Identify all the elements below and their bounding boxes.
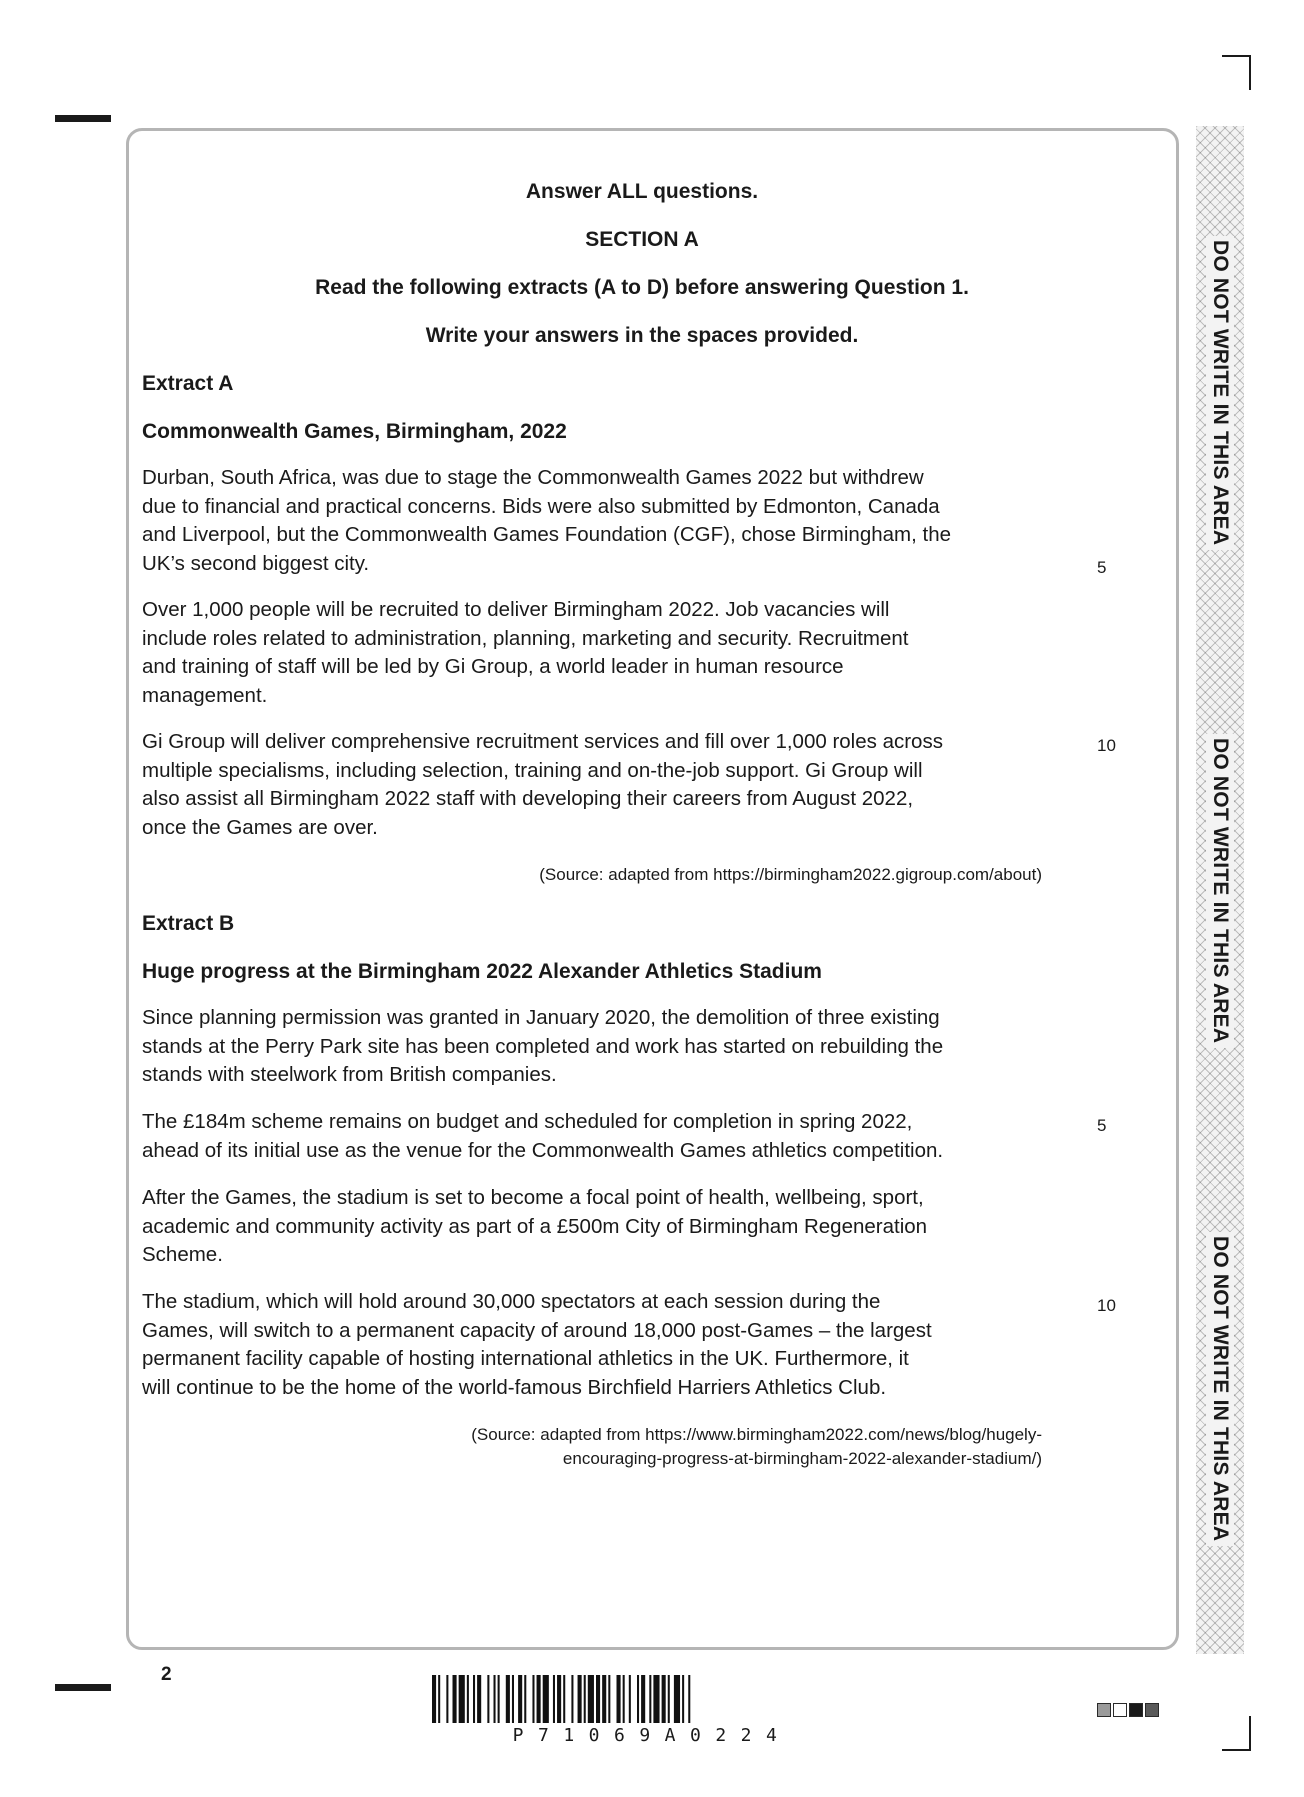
instruction-answer-all: Answer ALL questions. <box>525 180 759 203</box>
crop-mark-top-right-vertical <box>1249 55 1251 90</box>
page-number: 2 <box>161 1664 172 1685</box>
barcode-stripe <box>637 1675 639 1723</box>
barcode-stripe <box>668 1675 670 1723</box>
crop-mark-bottom-right-vertical <box>1249 1716 1251 1751</box>
section-title: SECTION A <box>585 228 699 251</box>
extract-a-paragraph: Gi Group will deliver comprehensive recruitment services and fill over 1,000 roles across multiple specialisms, including selection, training and on-the-job support. Gi Group will also assist all Birmingham 2022 staff with developing their careers from August 2022, once the Games are over. <box>142 730 943 839</box>
line-number: 10 <box>1097 736 1116 755</box>
marker-square <box>1113 1703 1127 1717</box>
page-marker-squares <box>1097 1703 1159 1717</box>
barcode-stripe <box>563 1675 565 1723</box>
barcode-stripe <box>487 1675 489 1723</box>
barcode-stripe <box>453 1675 457 1723</box>
extract-b-label: Extract B <box>142 912 235 935</box>
answer-frame <box>126 128 1179 1650</box>
barcode-stripe <box>459 1675 465 1723</box>
barcode-stripe <box>557 1675 561 1723</box>
barcode-stripe <box>649 1675 651 1723</box>
barcode-stripe <box>596 1675 600 1723</box>
barcode-stripe <box>641 1675 645 1723</box>
margin-warning-text: DO NOT WRITE IN THIS AREA <box>1206 734 1234 1047</box>
barcode <box>432 1675 872 1723</box>
barcode-stripe <box>506 1675 510 1723</box>
line-number: 10 <box>1097 1296 1116 1315</box>
crop-mark-top-right <box>1222 55 1250 57</box>
barcode-stripe <box>602 1675 606 1723</box>
marker-square <box>1097 1703 1111 1717</box>
line-number: 5 <box>1097 1116 1107 1135</box>
extract-b-paragraph: After the Games, the stadium is set to become a focal point of health, wellbeing, sport, academic and community activity as part of a £500m City of Birmingham Regeneration Scheme. <box>142 1186 928 1266</box>
instruction-read-extracts: Read the following extracts (A to D) before answering Question 1. <box>315 276 969 299</box>
barcode-stripe <box>662 1675 666 1723</box>
barcode-stripe <box>578 1675 582 1723</box>
extract-a-paragraph: Over 1,000 people will be recruited to deliver Birmingham 2022. Job vacancies will include roles related to administration, planning, marketing and security. Recruitment and training of staff will be led by Gi Group, a world leader in human resource management. <box>142 598 909 707</box>
extract-a-paragraph: Durban, South Africa, was due to stage the Commonwealth Games 2022 but withdrew due to financial and practical concerns. Bids were also submitted by Edmonton, Canada and Liverpool, but the Commonwealth Games Foundation (CGF), chose Birmingham, the UK’s second biggest city. <box>142 466 951 575</box>
extract-b-paragraph: Since planning permission was granted in January 2020, the demolition of three existing stands at the Perry Park site has been completed and work has started on rebuilding the stands with steelwork from British companies. <box>142 1006 944 1086</box>
barcode-number: P71069A0224 <box>512 1725 792 1746</box>
extract-b-paragraph: The stadium, which will hold around 30,000 spectators at each session during the Games, will switch to a permanent capacity of around 18,000 post-Games – the largest permanent facility capable of hosting international athletics in the UK. Furthermore, it will continue to be the home of the world-famous Birchfield Harriers Athletics Club. <box>142 1290 932 1399</box>
barcode-stripe <box>584 1675 586 1723</box>
barcode-stripe <box>543 1675 549 1723</box>
registration-bar-top <box>55 115 111 122</box>
registration-bar-bottom <box>55 1684 111 1691</box>
barcode-stripe <box>498 1675 500 1723</box>
barcode-stripe <box>682 1675 684 1723</box>
barcode-stripe <box>623 1675 625 1723</box>
margin-warning-text: DO NOT WRITE IN THIS AREA <box>1206 236 1234 549</box>
barcode-stripe <box>477 1675 481 1723</box>
barcode-stripe <box>617 1675 621 1723</box>
barcode-stripe <box>446 1675 448 1723</box>
barcode-stripe <box>473 1675 475 1723</box>
margin-warning-text: DO NOT WRITE IN THIS AREA <box>1206 1232 1234 1545</box>
margin-warning-2 <box>1196 730 1244 1052</box>
barcode-stripe <box>653 1675 659 1723</box>
margin-warning-1 <box>1196 232 1244 554</box>
barcode-stripe <box>432 1675 436 1723</box>
barcode-stripe <box>588 1675 594 1723</box>
barcode-stripe <box>608 1675 610 1723</box>
barcode-stripe <box>438 1675 440 1723</box>
barcode-stripe <box>512 1675 514 1723</box>
barcode-stripe <box>688 1675 690 1723</box>
extract-a-source: (Source: adapted from https://birmingham2022.gigroup.com/about) <box>539 865 1042 884</box>
barcode-stripe <box>518 1675 522 1723</box>
extract-a-title: Commonwealth Games, Birmingham, 2022 <box>142 420 567 443</box>
extract-b-source: (Source: adapted from https://www.birmingham2022.com/news/blog/hugely- encouraging-progress-at-birmingham-2022-alexander-stadium/) <box>471 1425 1042 1468</box>
extract-a-label: Extract A <box>142 372 234 395</box>
barcode-stripe <box>674 1675 680 1723</box>
line-number: 5 <box>1097 558 1107 577</box>
barcode-stripe <box>532 1675 534 1723</box>
extract-b-paragraph: The £184m scheme remains on budget and scheduled for completion in spring 2022, ahead of its initial use as the venue for the Commonwealth Games athletics competition. <box>142 1110 944 1162</box>
barcode-stripe <box>629 1675 631 1723</box>
barcode-stripe <box>571 1675 573 1723</box>
barcode-stripe <box>467 1675 469 1723</box>
margin-warning-3 <box>1196 1228 1244 1550</box>
barcode-stripe <box>553 1675 555 1723</box>
barcode-stripe <box>524 1675 526 1723</box>
barcode-stripe <box>537 1675 541 1723</box>
crop-mark-bottom-right <box>1222 1749 1250 1751</box>
marker-square <box>1145 1703 1159 1717</box>
marker-square <box>1129 1703 1143 1717</box>
extract-b-title: Huge progress at the Birmingham 2022 Alexander Athletics Stadium <box>142 960 822 983</box>
instruction-write-answers: Write your answers in the spaces provided. <box>425 324 859 347</box>
barcode-stripe <box>494 1675 496 1723</box>
